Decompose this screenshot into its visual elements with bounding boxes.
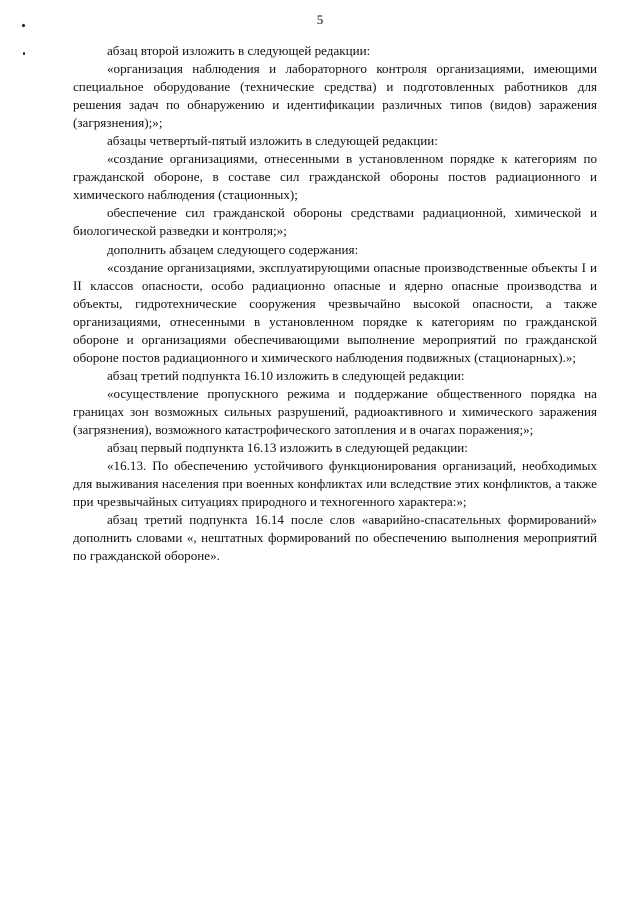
paragraph: абзац третий подпункта 16.14 после слов «аварийно-спасательных формирований» дополнить словами «, нештатных формирований по обеспечению выполнения мероприятий по гражданской обороне». [73, 512, 597, 564]
paragraph: «создание организациями, эксплуатирующими опасные производственные объекты I и II классов опасности, особо радиационно опасные и ядерно опасные производства и объекты, гидротехнические сооружения чрезвычайно высокой опасности, а также организациями, отнесенными в установленном порядке к категориям по гражданской обороне и организациями обеспечивающими выполнение мероприятий по гражданской обороне постов радиационного и химического наблюдения подвижных (стационарных).»; [73, 259, 597, 365]
document-body [73, 42, 597, 565]
paragraph: «16.13. По обеспечению устойчивого функционирования организаций, необходимых для выживания населения при военных конфликтах или вследствие этих конфликтов, а также при чрезвычайных ситуациях природного и техногенного характера:»; [73, 458, 597, 510]
paragraph: абзац первый подпункта 16.13 изложить в следующей редакции: [107, 440, 468, 456]
paragraph: обеспечение сил гражданской обороны средствами радиационной, химической и биологической разведки и контроля;»; [73, 205, 597, 239]
paragraph: «организация наблюдения и лабораторного контроля организациями, имеющими специальное оборудование (технические средства) и подготовленных работников для решения задач по обнаружению и идентификации различных типов (видов) заражения (загрязнения);»; [73, 61, 597, 131]
paragraph: дополнить абзацем следующего содержания: [107, 241, 359, 257]
paragraph: абзац третий подпункта 16.10 изложить в следующей редакции: [107, 367, 465, 383]
paragraph: «создание организациями, отнесенными в установленном порядке к категориям по гражданской обороне, в составе сил гражданской обороны постов радиационного и химического наблюдения (стационных); [73, 151, 597, 203]
scan-artifact [23, 52, 25, 55]
paragraph: абзац второй изложить в следующей редакции: [107, 43, 371, 58]
page-number: 5 [316, 12, 324, 27]
paragraph: абзацы четвертый-пятый изложить в следующей редакции: [107, 133, 438, 149]
paragraph: «осуществление пропускного режима и поддержание общественного порядка на границах зон возможных сильных разрушений, радиоактивного и химического заражения (загрязнения), возможного катастрофического затопления и в очагах поражения;»; [73, 385, 597, 437]
